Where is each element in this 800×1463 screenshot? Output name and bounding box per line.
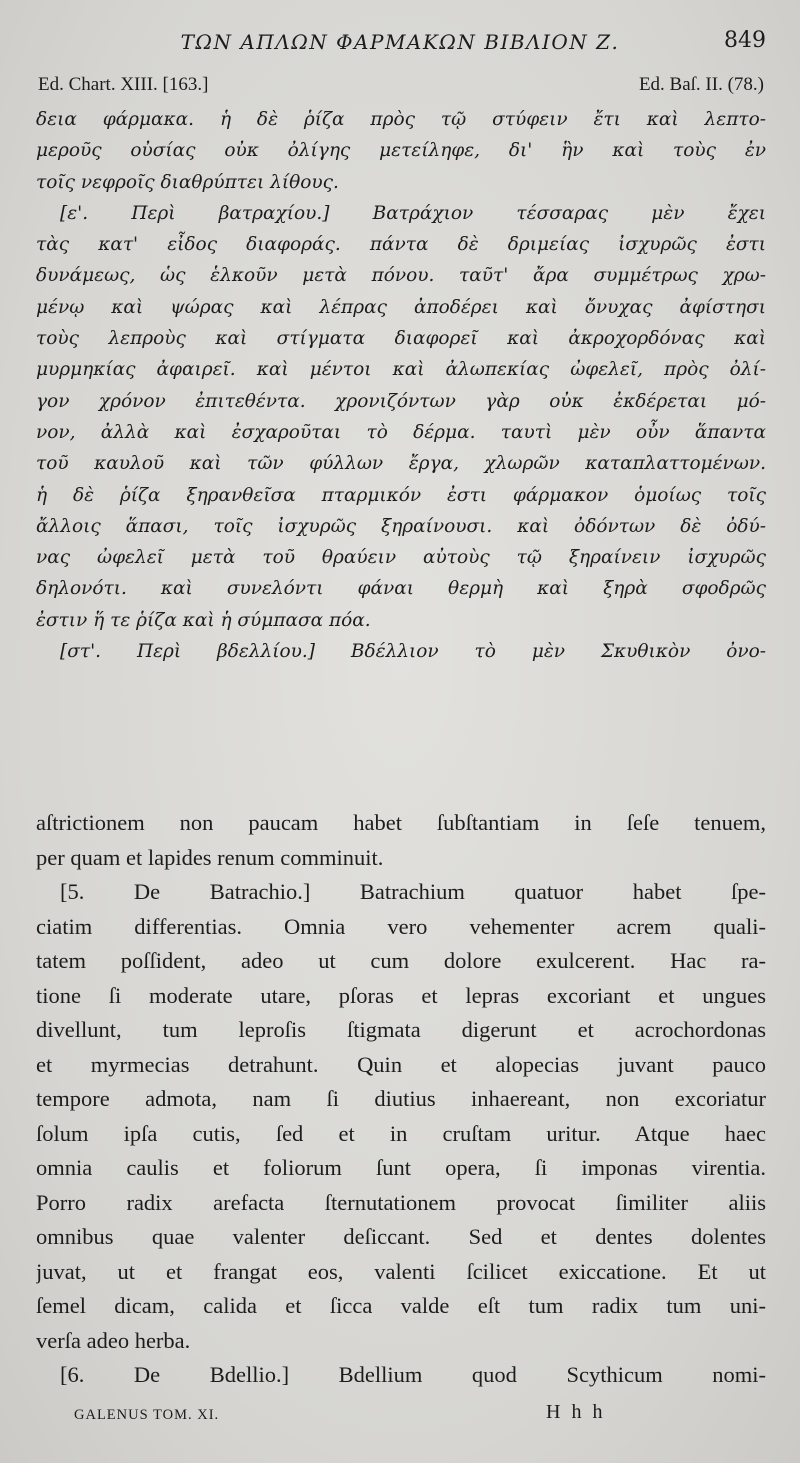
signature-mark: GALENUS TOM. XI. (74, 1407, 220, 1423)
greek-line: ἄλλοις ἅπασι, τοῖς ἰσχυρῶς ξηραίνουσι. καὶ ὀδόντων δὲ ὀδύ- (36, 515, 766, 537)
greek-line: [ε'. Περὶ βατραχίου.] Βατράχιον τέσσαρας μὲν ἔχει (60, 202, 766, 224)
latin-line: tatem poſſident, adeo ut cum dolore exulcerent. Hac ra- (36, 948, 766, 973)
greek-line: νον, ἀλλὰ καὶ ἐσχαροῦται τὸ δέρμα. ταυτὶ μὲν οὖν ἅπαντα (36, 421, 766, 443)
latin-line: [5. De Batrachio.] Batrachium quatuor habet ſpe- (60, 879, 766, 904)
latin-line: juvat, ut et frangat eos, valenti ſcilicet exiccatione. Et ut (36, 1258, 766, 1284)
edition-reference-basel: Ed. Baſ. II. (78.) (638, 74, 764, 95)
latin-line: tempore admota, nam ſi diutius inhaereant, non excoriatur (36, 1086, 766, 1111)
latin-line: Porro radix arefacta ſternutationem provocat ſimiliter aliis (36, 1189, 766, 1215)
latin-line: divellunt, tum leproſis ſtigmata digerunt et acrochordonas (36, 1017, 766, 1042)
latin-line: verſa adeo herba. (36, 1327, 191, 1353)
latin-line: tione ſi moderate utare, pſoras et lepras excoriant et ungues (36, 982, 766, 1008)
greek-text-block (36, 104, 766, 667)
latin-line: per quam et lapides renum comminuit. (36, 844, 384, 870)
greek-line: μυρμηκίας ἀφαιρεῖ. καὶ μέντοι καὶ ἀλωπεκίας ὠφελεῖ, πρὸς ὀλί- (36, 359, 766, 381)
greek-line: τοῦ καυλοῦ καὶ τῶν φύλλων ἔργα, χλωρῶν καταπλαττομένων. (36, 453, 766, 475)
greek-line: ἡ δὲ ῥίζα ξηρανθεῖσα πταρμικόν ἐστι φάρμακον ὁμοίως τοῖς (36, 484, 766, 506)
greek-line: τοῖς νεφροῖς διαθρύπτει λίθους. (36, 171, 339, 193)
page-number: 849 (724, 28, 766, 53)
latin-line: ſolum ipſa cutis, ſed et in cruſtam uritur. Atque haec (36, 1120, 766, 1146)
latin-line: ciatim differentias. Omnia vero vehementer acrem quali- (36, 913, 766, 939)
greek-line: ἐστιν ἥ τε ῥίζα καὶ ἡ σύμπασα πόα. (36, 609, 371, 631)
gathering-mark: H h h (546, 1401, 606, 1423)
greek-line: γον χρόνον ἐπιτεθέντα. χρονιζόντων γὰρ οὐκ ἐκδέρεται μό- (36, 390, 766, 412)
latin-line: aſtrictionem non paucam habet ſubſtantiam in ſeſe tenuem, (36, 810, 766, 835)
greek-line: δεια φάρμακα. ἡ δὲ ῥίζα πρὸς τῷ στύφειν ἔτι καὶ λεπτο- (36, 109, 766, 130)
latin-line: omnibus quae valenter deſiccant. Sed et dentes dolentes (36, 1224, 766, 1249)
greek-line: τοὺς λεπροὺς καὶ στίγματα διαφορεῖ καὶ ἀκροχορδόνας καὶ (36, 328, 766, 350)
greek-line: μένῳ καὶ ψώρας καὶ λέπρας ἀποδέρει καὶ ὄνυχας ἀφίστησι (36, 296, 766, 318)
latin-line: omnia caulis et foliorum ſunt opera, ſi imponas virentia. (36, 1155, 766, 1180)
running-title: ΤΩΝ ΑΠΛΩΝ ΦΑΡΜΑΚΩΝ ΒΙΒΛΙΟΝ Ζ. (180, 30, 620, 54)
latin-text-block (36, 806, 766, 1393)
greek-line: μεροῦς οὐσίας οὐκ ὀλίγης μετείληφε, δι' ἣν καὶ τοὺς ἐν (36, 140, 766, 162)
greek-line: τὰς κατ' εἶδος διαφοράς. πάντα δὲ δριμείας ἰσχυρῶς ἐστι (36, 234, 766, 256)
latin-line: ſemel dicam, calida et ſicca valde eſt tum radix tum uni- (36, 1293, 766, 1318)
greek-line: δυνάμεως, ὡς ἑλκοῦν μετὰ πόνου. ταῦτ' ἄρα συμμέτρως χρω- (36, 265, 766, 287)
greek-line: [στ'. Περὶ βδελλίου.] Βδέλλιον τὸ μὲν Σκυθικὸν ὀνο- (60, 641, 766, 663)
greek-line: νας ὠφελεῖ μετὰ τοῦ θραύειν αὐτοὺς τῷ ξηραίνειν ἰσχυρῶς (36, 547, 766, 569)
latin-line: et myrmecias detrahunt. Quin et alopecias juvant pauco (36, 1051, 766, 1077)
edition-reference-chart: Ed. Chart. XIII. [163.] (38, 74, 209, 95)
greek-line: δηλονότι. καὶ συνελόντι φάναι θερμὴ καὶ ξηρὰ σφοδρῶς (36, 578, 766, 600)
latin-line: [6. De Bdellio.] Bdellium quod Scythicum nomi- (60, 1362, 766, 1387)
